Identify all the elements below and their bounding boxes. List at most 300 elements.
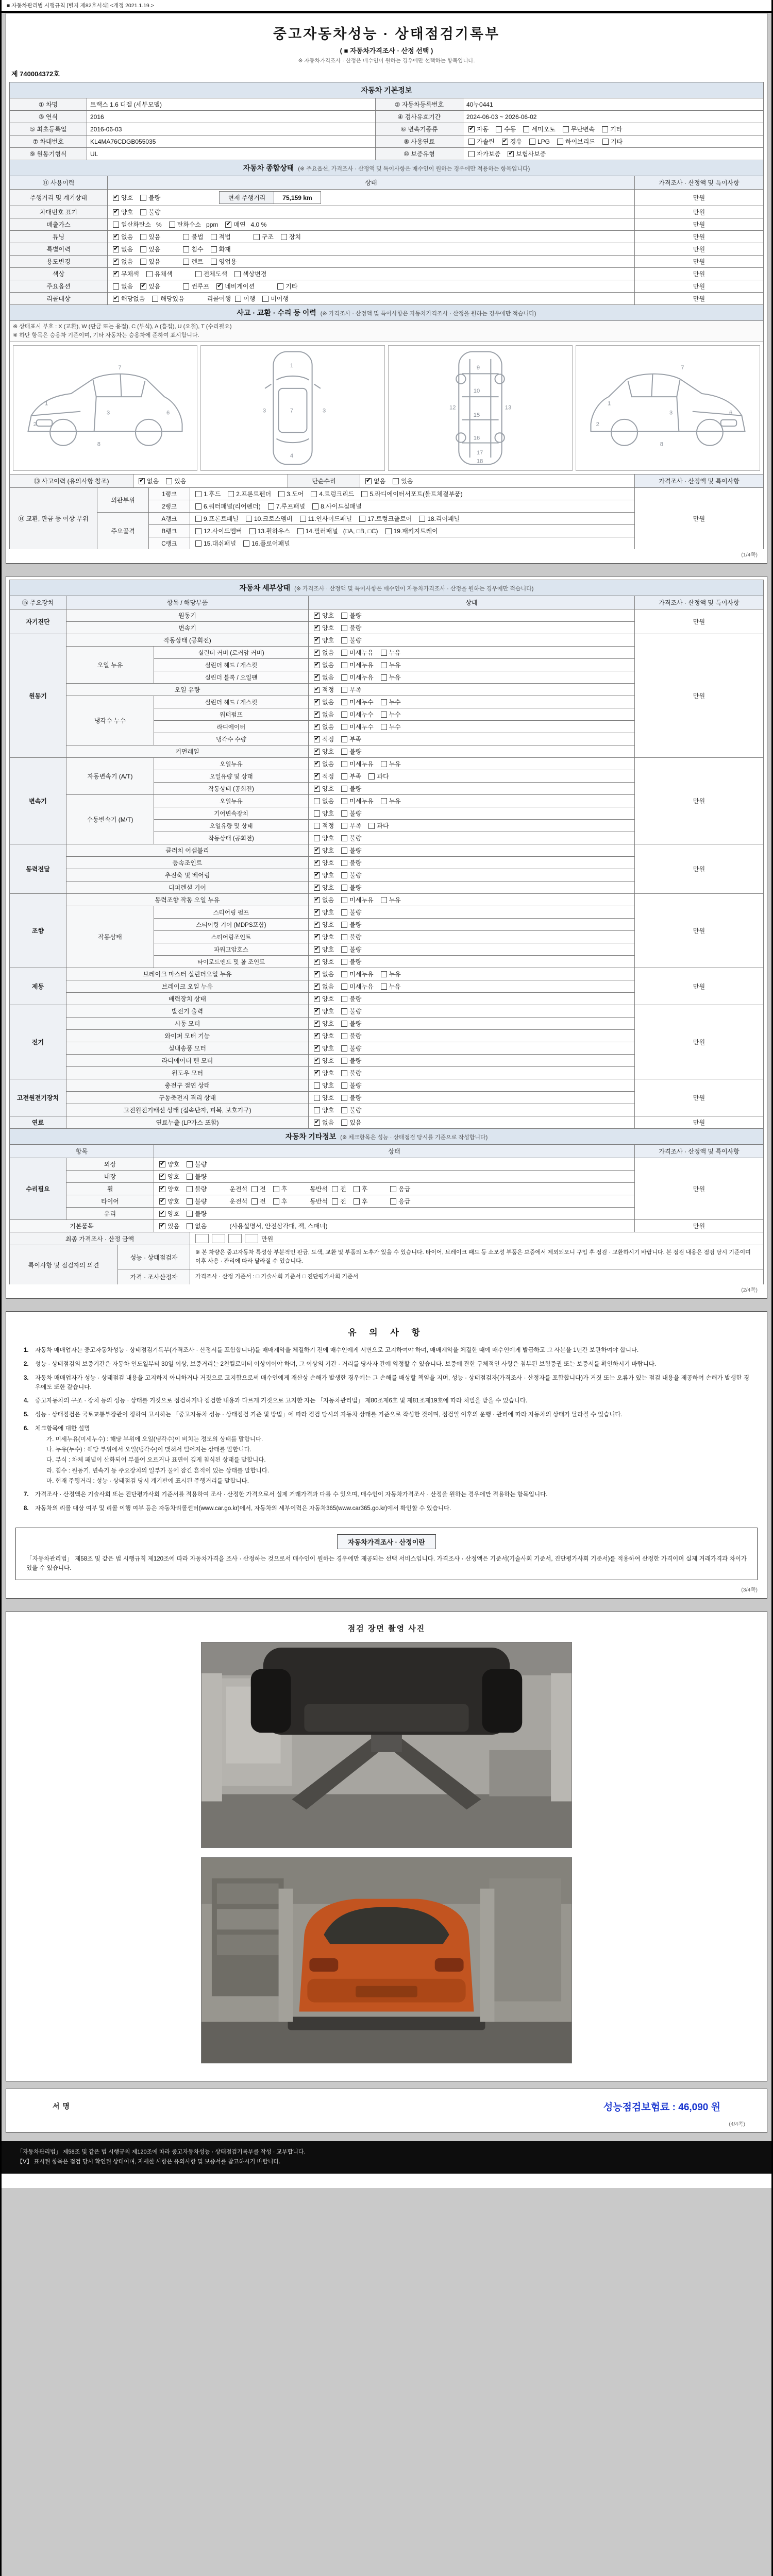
checkbox[interactable]: [381, 724, 387, 730]
checkbox-option[interactable]: [341, 1019, 361, 1028]
checkbox[interactable]: [113, 296, 119, 302]
checkbox-option[interactable]: [365, 477, 385, 485]
checkbox-option[interactable]: [314, 920, 334, 929]
checkbox-option[interactable]: [113, 245, 133, 253]
checkbox-option[interactable]: [273, 1197, 288, 1206]
checkbox[interactable]: [314, 1033, 320, 1039]
checkbox-option[interactable]: [354, 1184, 368, 1193]
checkbox-option[interactable]: [314, 796, 334, 805]
checkbox[interactable]: [113, 283, 119, 290]
price-digit-box[interactable]: [195, 1234, 209, 1243]
checkbox[interactable]: [225, 222, 231, 228]
checkbox-option[interactable]: [341, 1118, 361, 1127]
checkbox-option[interactable]: [278, 489, 304, 498]
checkbox-option[interactable]: [113, 269, 139, 278]
checkbox-option[interactable]: [314, 784, 334, 793]
checkbox-option[interactable]: [183, 282, 209, 291]
checkbox-option[interactable]: [235, 294, 255, 303]
checkbox[interactable]: [341, 810, 347, 817]
checkbox[interactable]: [341, 773, 347, 779]
checkbox[interactable]: [183, 234, 189, 240]
checkbox[interactable]: [249, 528, 256, 534]
checkbox[interactable]: [314, 835, 320, 841]
checkbox[interactable]: [314, 1070, 320, 1076]
checkbox-option[interactable]: [314, 722, 334, 731]
checkbox[interactable]: [281, 234, 287, 240]
checkbox[interactable]: [354, 1198, 360, 1205]
checkbox[interactable]: [314, 637, 320, 643]
checkbox[interactable]: [381, 798, 387, 804]
checkbox[interactable]: [468, 151, 475, 157]
checkbox-option[interactable]: [262, 294, 289, 303]
checkbox[interactable]: [216, 283, 223, 290]
checkbox-option[interactable]: [187, 1184, 207, 1193]
checkbox[interactable]: [341, 946, 347, 953]
checkbox[interactable]: [113, 259, 119, 265]
checkbox[interactable]: [314, 996, 320, 1002]
checkbox-option[interactable]: [381, 982, 401, 991]
checkbox-option[interactable]: [314, 735, 334, 743]
checkbox[interactable]: [341, 699, 347, 705]
checkbox[interactable]: [381, 761, 387, 767]
checkbox-option[interactable]: [341, 834, 361, 842]
checkbox-option[interactable]: [314, 871, 334, 879]
checkbox-option[interactable]: [187, 1197, 207, 1206]
checkbox[interactable]: [187, 1174, 193, 1180]
checkbox[interactable]: [243, 540, 249, 547]
price-digit-box[interactable]: [245, 1234, 258, 1243]
checkbox[interactable]: [140, 234, 146, 240]
checkbox-option[interactable]: [341, 1007, 361, 1015]
checkbox[interactable]: [211, 259, 217, 265]
checkbox-option[interactable]: [195, 502, 261, 511]
checkbox-option[interactable]: [140, 245, 160, 253]
checkbox[interactable]: [314, 773, 320, 779]
checkbox[interactable]: [390, 1186, 396, 1192]
checkbox[interactable]: [169, 222, 175, 228]
checkbox[interactable]: [341, 1008, 347, 1014]
checkbox-option[interactable]: [314, 636, 334, 645]
checkbox-option[interactable]: [314, 908, 334, 917]
checkbox[interactable]: [341, 625, 347, 631]
checkbox[interactable]: [187, 1198, 193, 1205]
checkbox[interactable]: [113, 222, 119, 228]
checkbox-option[interactable]: [314, 1093, 334, 1102]
checkbox-option[interactable]: [243, 539, 290, 548]
checkbox[interactable]: [314, 872, 320, 878]
checkbox-option[interactable]: [341, 920, 361, 929]
checkbox-option[interactable]: [341, 710, 373, 719]
checkbox-option[interactable]: [314, 1044, 334, 1053]
checkbox-option[interactable]: [140, 232, 160, 241]
checkbox[interactable]: [113, 209, 119, 215]
checkbox-option[interactable]: [159, 1197, 179, 1206]
checkbox-option[interactable]: [152, 294, 184, 303]
checkbox[interactable]: [359, 516, 365, 522]
checkbox[interactable]: [341, 786, 347, 792]
checkbox-option[interactable]: [341, 772, 361, 781]
checkbox-option[interactable]: [341, 698, 373, 706]
checkbox-option[interactable]: [300, 514, 352, 523]
checkbox-option[interactable]: [311, 489, 354, 498]
checkbox-option[interactable]: [314, 648, 334, 657]
checkbox-option[interactable]: [385, 527, 438, 535]
checkbox-option[interactable]: [341, 636, 361, 645]
checkbox-option[interactable]: [341, 846, 361, 855]
checkbox-option[interactable]: [314, 673, 334, 682]
checkbox-option[interactable]: [254, 232, 274, 241]
checkbox[interactable]: [341, 662, 347, 668]
checkbox-option[interactable]: [341, 660, 373, 669]
checkbox-option[interactable]: [297, 527, 378, 535]
checkbox[interactable]: [314, 749, 320, 755]
checkbox[interactable]: [557, 139, 563, 145]
checkbox[interactable]: [523, 126, 529, 132]
checkbox-option[interactable]: [314, 994, 334, 1003]
checkbox[interactable]: [314, 959, 320, 965]
checkbox[interactable]: [508, 151, 514, 157]
checkbox[interactable]: [254, 234, 260, 240]
checkbox[interactable]: [341, 749, 347, 755]
checkbox[interactable]: [314, 971, 320, 977]
checkbox[interactable]: [341, 1021, 347, 1027]
checkbox-option[interactable]: [183, 245, 203, 253]
checkbox-option[interactable]: [113, 282, 133, 291]
checkbox[interactable]: [341, 1058, 347, 1064]
checkbox[interactable]: [113, 246, 119, 252]
checkbox-option[interactable]: [381, 660, 401, 669]
checkbox-option[interactable]: [332, 1197, 346, 1206]
checkbox[interactable]: [314, 1095, 320, 1101]
checkbox[interactable]: [602, 139, 609, 145]
checkbox[interactable]: [251, 1198, 258, 1205]
checkbox-option[interactable]: [563, 125, 595, 133]
checkbox-option[interactable]: [341, 623, 361, 632]
checkbox[interactable]: [195, 528, 201, 534]
checkbox[interactable]: [314, 699, 320, 705]
checkbox-option[interactable]: [341, 722, 373, 731]
checkbox[interactable]: [341, 959, 347, 965]
checkbox-option[interactable]: [341, 895, 373, 904]
checkbox[interactable]: [381, 650, 387, 656]
checkbox-option[interactable]: [341, 933, 361, 941]
checkbox-option[interactable]: [314, 883, 334, 892]
checkbox[interactable]: [341, 996, 347, 1002]
checkbox-option[interactable]: [341, 970, 373, 978]
checkbox-option[interactable]: [314, 772, 334, 781]
checkbox[interactable]: [381, 971, 387, 977]
checkbox-option[interactable]: [314, 710, 334, 719]
checkbox[interactable]: [273, 1198, 279, 1205]
checkbox[interactable]: [341, 711, 347, 718]
checkbox-option[interactable]: [140, 257, 160, 266]
checkbox-option[interactable]: [195, 514, 239, 523]
checkbox[interactable]: [314, 724, 320, 730]
checkbox[interactable]: [311, 491, 317, 497]
checkbox[interactable]: [187, 1211, 193, 1217]
checkbox[interactable]: [314, 1120, 320, 1126]
checkbox[interactable]: [159, 1161, 165, 1167]
checkbox[interactable]: [390, 1198, 396, 1205]
checkbox-option[interactable]: [381, 796, 401, 805]
checkbox-option[interactable]: [228, 489, 271, 498]
checkbox[interactable]: [341, 885, 347, 891]
checkbox-option[interactable]: [251, 1184, 266, 1193]
checkbox-option[interactable]: [140, 193, 160, 202]
checkbox-option[interactable]: [169, 220, 219, 229]
checkbox[interactable]: [314, 984, 320, 990]
checkbox[interactable]: [187, 1223, 193, 1229]
checkbox[interactable]: [187, 1186, 193, 1192]
checkbox-option[interactable]: [341, 1031, 361, 1040]
checkbox[interactable]: [314, 650, 320, 656]
checkbox-option[interactable]: [187, 1160, 207, 1168]
checkbox[interactable]: [159, 1211, 165, 1217]
checkbox[interactable]: [314, 662, 320, 668]
checkbox[interactable]: [341, 761, 347, 767]
checkbox[interactable]: [341, 674, 347, 681]
checkbox[interactable]: [341, 922, 347, 928]
checkbox[interactable]: [314, 1082, 320, 1089]
checkbox-option[interactable]: [341, 945, 361, 954]
checkbox[interactable]: [341, 613, 347, 619]
checkbox[interactable]: [140, 283, 146, 290]
checkbox-option[interactable]: [314, 846, 334, 855]
checkbox[interactable]: [341, 1082, 347, 1089]
checkbox[interactable]: [140, 209, 146, 215]
checkbox-option[interactable]: [368, 772, 389, 781]
checkbox-option[interactable]: [146, 269, 173, 278]
checkbox[interactable]: [278, 491, 284, 497]
checkbox[interactable]: [341, 1095, 347, 1101]
checkbox[interactable]: [314, 711, 320, 718]
checkbox[interactable]: [183, 283, 189, 290]
checkbox[interactable]: [183, 259, 189, 265]
checkbox-option[interactable]: [468, 125, 489, 133]
checkbox-option[interactable]: [234, 269, 266, 278]
checkbox[interactable]: [314, 613, 320, 619]
checkbox-option[interactable]: [195, 269, 227, 278]
checkbox-option[interactable]: [341, 611, 361, 620]
checkbox[interactable]: [385, 528, 392, 534]
checkbox-option[interactable]: [341, 871, 361, 879]
checkbox-option[interactable]: [341, 735, 361, 743]
checkbox[interactable]: [297, 528, 304, 534]
checkbox-option[interactable]: [341, 1093, 361, 1102]
checkbox[interactable]: [166, 478, 172, 484]
checkbox[interactable]: [183, 246, 189, 252]
checkbox[interactable]: [195, 503, 201, 510]
checkbox-option[interactable]: [314, 1007, 334, 1015]
checkbox-option[interactable]: [273, 1184, 288, 1193]
checkbox[interactable]: [341, 736, 347, 742]
checkbox-option[interactable]: [314, 1106, 334, 1114]
checkbox-option[interactable]: [314, 698, 334, 706]
checkbox-option[interactable]: [419, 514, 460, 523]
checkbox-option[interactable]: [195, 527, 242, 535]
checkbox[interactable]: [341, 1107, 347, 1113]
checkbox-option[interactable]: [159, 1222, 179, 1230]
checkbox-option[interactable]: [225, 220, 266, 229]
checkbox-option[interactable]: [211, 245, 231, 253]
checkbox[interactable]: [159, 1223, 165, 1229]
checkbox-option[interactable]: [314, 933, 334, 941]
checkbox[interactable]: [140, 259, 146, 265]
checkbox[interactable]: [381, 897, 387, 903]
checkbox[interactable]: [314, 860, 320, 866]
checkbox-option[interactable]: [314, 1081, 334, 1090]
checkbox[interactable]: [159, 1186, 165, 1192]
checkbox[interactable]: [341, 637, 347, 643]
checkbox[interactable]: [341, 971, 347, 977]
checkbox-option[interactable]: [368, 821, 389, 830]
checkbox-option[interactable]: [341, 994, 361, 1003]
checkbox-option[interactable]: [529, 138, 550, 145]
checkbox[interactable]: [211, 246, 217, 252]
checkbox[interactable]: [314, 736, 320, 742]
checkbox[interactable]: [314, 922, 320, 928]
checkbox-option[interactable]: [314, 1118, 334, 1127]
checkbox-option[interactable]: [166, 477, 186, 485]
checkbox-option[interactable]: [140, 208, 160, 216]
checkbox[interactable]: [381, 674, 387, 681]
checkbox-option[interactable]: [393, 477, 413, 485]
checkbox[interactable]: [314, 687, 320, 693]
checkbox-option[interactable]: [211, 232, 231, 241]
checkbox-option[interactable]: [140, 282, 160, 291]
checkbox[interactable]: [140, 195, 146, 201]
checkbox[interactable]: [341, 650, 347, 656]
checkbox-option[interactable]: [216, 282, 255, 291]
checkbox[interactable]: [341, 1045, 347, 1052]
checkbox-option[interactable]: [468, 149, 500, 158]
checkbox[interactable]: [314, 625, 320, 631]
checkbox[interactable]: [140, 246, 146, 252]
checkbox[interactable]: [419, 516, 425, 522]
checkbox-option[interactable]: [523, 125, 555, 133]
checkbox[interactable]: [113, 234, 119, 240]
checkbox-option[interactable]: [341, 1056, 361, 1065]
checkbox[interactable]: [195, 271, 201, 277]
checkbox[interactable]: [341, 687, 347, 693]
checkbox-option[interactable]: [183, 232, 203, 241]
checkbox[interactable]: [365, 478, 372, 484]
checkbox-option[interactable]: [341, 858, 361, 867]
checkbox[interactable]: [314, 934, 320, 940]
checkbox[interactable]: [113, 195, 119, 201]
checkbox-option[interactable]: [251, 1197, 266, 1206]
checkbox-option[interactable]: [314, 970, 334, 978]
checkbox-option[interactable]: [602, 125, 622, 133]
checkbox[interactable]: [381, 711, 387, 718]
checkbox[interactable]: [381, 699, 387, 705]
checkbox-option[interactable]: [341, 784, 361, 793]
checkbox-option[interactable]: [341, 1069, 361, 1077]
checkbox[interactable]: [195, 540, 201, 547]
checkbox-option[interactable]: [341, 883, 361, 892]
checkbox-option[interactable]: [341, 747, 361, 756]
checkbox-option[interactable]: [602, 137, 623, 146]
checkbox-option[interactable]: [314, 895, 334, 904]
checkbox-option[interactable]: [187, 1172, 207, 1181]
checkbox-option[interactable]: [341, 796, 373, 805]
checkbox[interactable]: [251, 1186, 258, 1192]
checkbox-option[interactable]: [314, 1056, 334, 1065]
checkbox[interactable]: [332, 1198, 338, 1205]
checkbox[interactable]: [341, 860, 347, 866]
checkbox[interactable]: [228, 491, 234, 497]
checkbox-option[interactable]: [314, 1031, 334, 1040]
checkbox[interactable]: [332, 1186, 338, 1192]
checkbox[interactable]: [468, 126, 475, 132]
checkbox[interactable]: [314, 1021, 320, 1027]
checkbox[interactable]: [277, 283, 283, 290]
checkbox-option[interactable]: [468, 137, 495, 146]
checkbox-option[interactable]: [381, 722, 401, 731]
checkbox-option[interactable]: [159, 1209, 179, 1218]
checkbox-option[interactable]: [314, 623, 334, 632]
checkbox[interactable]: [341, 1070, 347, 1076]
checkbox-option[interactable]: [314, 685, 334, 694]
checkbox-option[interactable]: [314, 660, 334, 669]
checkbox-option[interactable]: [249, 527, 290, 535]
price-digit-box[interactable]: [212, 1234, 225, 1243]
checkbox-option[interactable]: [314, 1069, 334, 1077]
checkbox[interactable]: [468, 139, 475, 145]
checkbox[interactable]: [393, 478, 399, 484]
checkbox-option[interactable]: [381, 673, 401, 682]
checkbox[interactable]: [341, 909, 347, 916]
checkbox-option[interactable]: [139, 477, 159, 485]
checkbox-option[interactable]: [341, 1044, 361, 1053]
checkbox-option[interactable]: [113, 220, 162, 229]
checkbox-option[interactable]: [314, 747, 334, 756]
checkbox[interactable]: [314, 1045, 320, 1052]
checkbox-option[interactable]: [341, 673, 373, 682]
checkbox-option[interactable]: [381, 895, 401, 904]
checkbox[interactable]: [502, 139, 508, 145]
checkbox-option[interactable]: [195, 489, 221, 498]
checkbox-option[interactable]: [159, 1160, 179, 1168]
checkbox-option[interactable]: [277, 282, 297, 291]
checkbox[interactable]: [195, 516, 201, 522]
checkbox-option[interactable]: [187, 1209, 207, 1218]
checkbox-option[interactable]: [113, 232, 133, 241]
checkbox-option[interactable]: [314, 834, 334, 842]
checkbox[interactable]: [341, 1120, 347, 1126]
checkbox[interactable]: [341, 934, 347, 940]
checkbox[interactable]: [341, 835, 347, 841]
checkbox-option[interactable]: [341, 809, 361, 818]
checkbox-option[interactable]: [361, 489, 462, 498]
checkbox-option[interactable]: [314, 759, 334, 768]
checkbox[interactable]: [146, 271, 153, 277]
checkbox-option[interactable]: [281, 232, 301, 241]
checkbox[interactable]: [314, 909, 320, 916]
checkbox-option[interactable]: [314, 821, 334, 830]
checkbox[interactable]: [314, 1107, 320, 1113]
checkbox[interactable]: [381, 984, 387, 990]
checkbox-option[interactable]: [195, 539, 236, 548]
checkbox-option[interactable]: [113, 193, 133, 202]
checkbox[interactable]: [300, 516, 306, 522]
checkbox-option[interactable]: [268, 502, 305, 511]
checkbox-option[interactable]: [314, 1019, 334, 1028]
checkbox-option[interactable]: [314, 858, 334, 867]
checkbox-option[interactable]: [314, 611, 334, 620]
checkbox-option[interactable]: [390, 1184, 410, 1193]
checkbox[interactable]: [341, 872, 347, 878]
